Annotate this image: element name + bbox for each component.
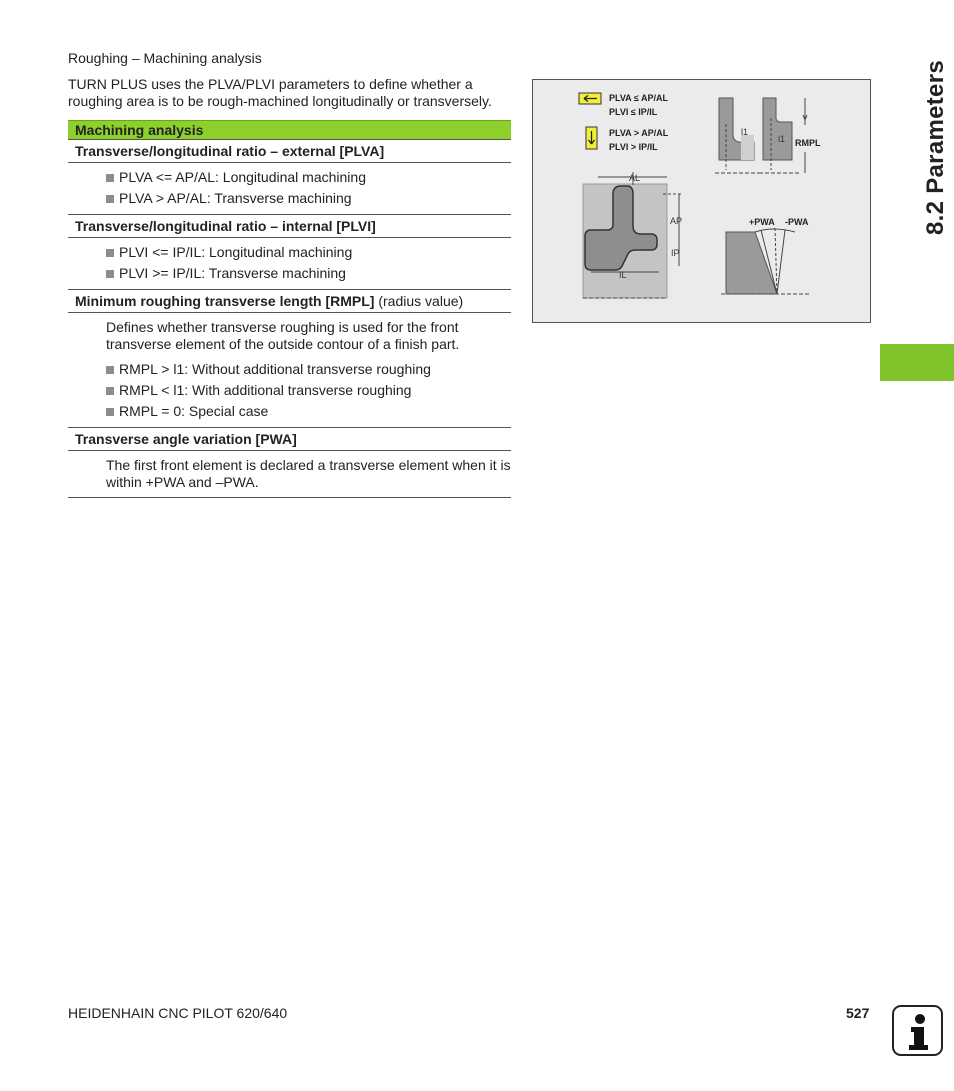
legend1-a: PLVA ≤ AP/AL: [609, 93, 668, 103]
section-title: Roughing – Machining analysis: [68, 50, 262, 66]
label-ap: AP: [670, 216, 683, 226]
plva-body: [68, 163, 511, 215]
chapter-title-text: 8.2 Parameters: [922, 60, 949, 235]
rmpl-title: Minimum roughing transverse length [RMPL]: [75, 293, 375, 309]
list-item: PLVA <= AP/AL: Longitudinal machining: [106, 169, 511, 186]
intro-paragraph: TURN PLUS uses the PLVA/PLVI parameters to define whether a roughing area is to be rough-machined longitudinally or transversely.: [68, 76, 492, 109]
legend2-a: PLVA > AP/AL: [609, 128, 669, 138]
pwa-description: The first front element is declared a transverse element when it is within +PWA and –PWA.: [106, 457, 511, 490]
label-rmpl: RMPL: [795, 138, 821, 148]
pwa-title: Transverse angle variation [PWA]: [68, 427, 511, 451]
legend1-b: PLVI ≤ IP/IL: [609, 107, 658, 117]
label-il: IL: [619, 270, 627, 280]
list-item: PLVA > AP/AL: Transverse machining: [106, 190, 511, 207]
pwa-body: [68, 451, 511, 498]
list-item: PLVI >= IP/IL: Transverse machining: [106, 265, 511, 282]
label-pwa-plus: +PWA: [749, 217, 775, 227]
label-pwa-minus: -PWA: [785, 217, 809, 227]
list-item: RMPL = 0: Special case: [106, 403, 511, 420]
chapter-side-title: [888, 60, 949, 235]
label-l1b: l1: [778, 134, 786, 144]
machining-analysis-figure: [532, 79, 871, 323]
table-header: Machining analysis: [68, 120, 511, 139]
plva-title: Transverse/longitudinal ratio – external [PLVA]: [68, 139, 511, 163]
label-l1: l1: [741, 127, 749, 137]
label-ip: IP: [671, 248, 680, 258]
list-item: RMPL < l1: With additional transverse roughing: [106, 382, 511, 399]
footer-product-name: HEIDENHAIN CNC PILOT 620/640: [68, 1005, 288, 1021]
list-item: RMPL > l1: Without additional transverse roughing: [106, 361, 511, 378]
parameter-table: [68, 120, 511, 498]
rmpl-title-suffix: (radius value): [374, 293, 464, 309]
figure-drawing: [533, 80, 870, 322]
rmpl-title-row: [68, 289, 511, 313]
page-number: 527: [846, 1005, 870, 1021]
info-icon: [892, 1005, 943, 1056]
rmpl-body: [68, 313, 511, 428]
rmpl-description: Defines whether transverse roughing is used for the front transverse element of the outside contour of a finish part.: [106, 319, 460, 352]
label-al: AL: [629, 173, 641, 183]
chapter-tab: [880, 344, 954, 381]
plvi-title: Transverse/longitudinal ratio – internal [PLVI]: [68, 214, 511, 238]
list-item: PLVI <= IP/IL: Longitudinal machining: [106, 244, 511, 261]
legend2-b: PLVI > IP/IL: [609, 142, 658, 152]
plvi-body: [68, 238, 511, 290]
